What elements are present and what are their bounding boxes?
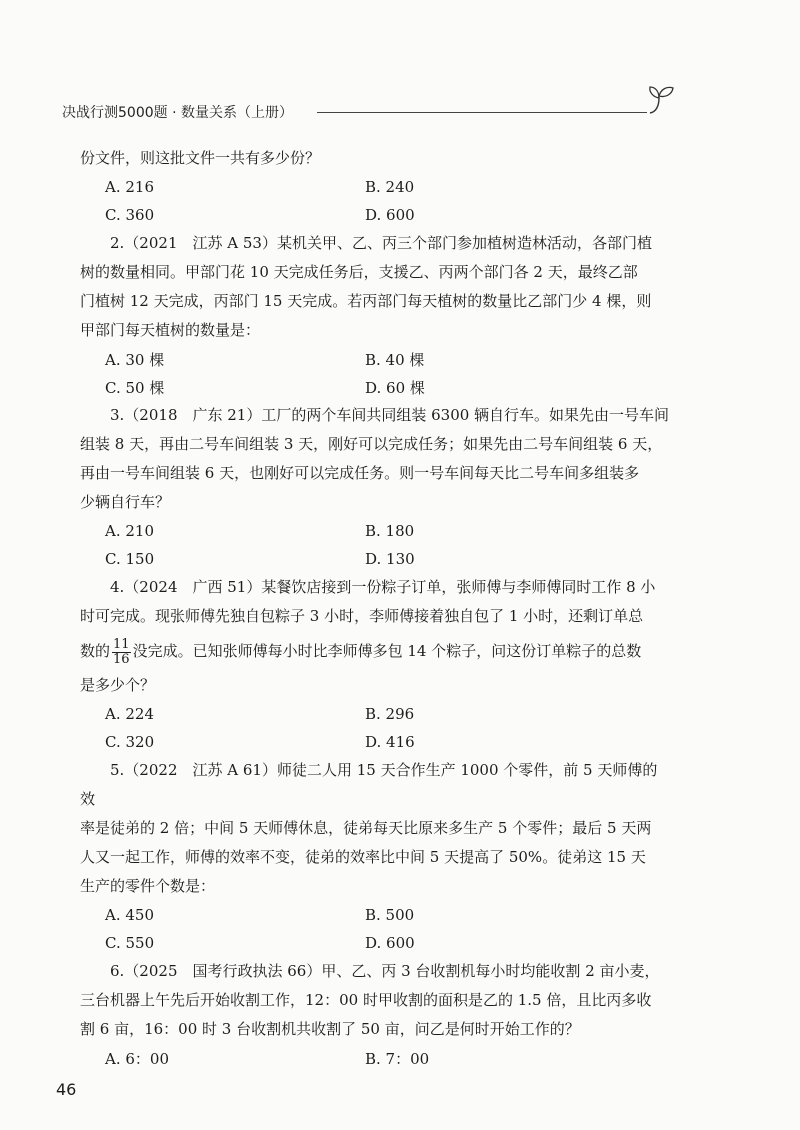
book-title: 决战行测5000题 · 数量关系（上册） (62, 105, 293, 121)
option-a: A. 450 (105, 906, 154, 924)
question-list (80, 144, 670, 1072)
continuation-text: 份文件，则这批文件一共有多少份？ (80, 149, 321, 167)
option-b: B. 180 (365, 522, 415, 540)
option-a: A. 30 棵 (105, 350, 165, 369)
question-6 (80, 957, 670, 1072)
option-d: D. 416 (365, 733, 415, 751)
sprout-icon (646, 84, 676, 116)
options-row (105, 700, 670, 728)
question-line: 再由一号车间组装 6 天，也刚好可以完成任务。则一号车间每天比二号车间多组装多 (80, 464, 640, 482)
option-a: A. 216 (105, 178, 154, 196)
options-row (105, 345, 670, 373)
option-c: C. 550 (105, 934, 155, 952)
header-rule (317, 112, 647, 113)
question-line: 树的数量相同。甲部门花 10 天完成任务后，支援乙、丙两个部门各 2 天，最终乙部 (80, 263, 638, 281)
option-d: D. 600 (365, 206, 415, 224)
options-row (105, 173, 670, 201)
option-d: D. 60 棵 (365, 378, 425, 397)
question-line: 3.（2018 广东 21）工厂的两个车间共同组装 6300 辆自行车。如果先由一号车间 (110, 406, 670, 424)
question-line: 是多少个？ (80, 676, 156, 694)
options-row (105, 929, 670, 957)
question-line: 6.（2025 国考行政执法 66）甲、乙、丙 3 台收割机每小时均能收割 2 亩小麦， (110, 962, 660, 980)
option-d: D. 600 (365, 934, 415, 952)
option-a: A. 210 (105, 522, 154, 540)
fraction (112, 638, 131, 667)
running-header (62, 100, 702, 124)
question-line: 甲部门每天植树的数量是： (80, 321, 261, 339)
option-c: C. 50 棵 (105, 378, 165, 397)
question-3 (80, 401, 670, 573)
fraction-numerator: 11 (113, 636, 130, 652)
options-row (105, 901, 670, 929)
page-number: 46 (56, 1080, 77, 1099)
question-4 (80, 573, 670, 756)
options-row (105, 545, 670, 573)
question-line: 生产的零件个数是： (80, 877, 216, 895)
option-c: C. 150 (105, 550, 155, 568)
option-b: B. 7：00 (365, 1049, 430, 1068)
options-row (105, 517, 670, 545)
fraction-denominator: 16 (113, 651, 130, 667)
question-5 (80, 756, 670, 957)
question-line: 割 6 亩，16：00 时 3 台收割机共收割了 50 亩，问乙是何时开始工作的？ (80, 1020, 580, 1038)
option-a: A. 224 (105, 705, 154, 723)
option-c: C. 320 (105, 733, 155, 751)
question-line: 门植树 12 天完成，丙部门 15 天完成。若丙部门每天植树的数量比乙部门少 4 棵，则 (80, 292, 652, 310)
options-row (105, 1044, 670, 1072)
question-line: 率是徒弟的 2 倍；中间 5 天师傅休息，徒弟每天比原来多生产 5 个零件；最后 5 天两 (80, 819, 652, 837)
options-row (105, 373, 670, 401)
fraction-suffix: 没完成。已知张师傅每小时比李师傅多包 14 个粽子，问这份订单粽子的总数 (132, 642, 642, 660)
question-line: 三台机器上午先后开始收割工作，12：00 时甲收割的面积是乙的 1.5 倍，且比丙多收 (80, 991, 652, 1009)
question-line: 5.（2022 江苏 A 61）师徒二人用 15 天合作生产 1000 个零件，前 5 天师傅的效 (80, 761, 658, 808)
option-b: B. 40 棵 (365, 350, 425, 369)
options-row (105, 728, 670, 756)
question-line: 组装 8 天，再由二号车间组装 3 天，刚好可以完成任务；如果先由二号车间组装 6 天， (80, 435, 663, 453)
option-a: A. 6：00 (105, 1049, 169, 1068)
question-line: 4.（2024 广西 51）某餐饮店接到一份粽子订单，张师傅与李师傅同时工作 8 小 (110, 578, 656, 596)
question-line: 时可完成。现张师傅先独自包粽子 3 小时，李师傅接着独自包了 1 小时，还剩订单总 (80, 607, 644, 625)
question-line: 少辆自行车？ (80, 493, 171, 511)
option-c: C. 360 (105, 206, 155, 224)
fraction-prefix: 数的 (80, 642, 111, 660)
options-row (105, 201, 670, 229)
question-line (80, 631, 670, 671)
option-b: B. 296 (365, 705, 415, 723)
question-2 (80, 229, 670, 401)
option-b: B. 500 (365, 906, 415, 924)
option-d: D. 130 (365, 550, 415, 568)
question-line: 2.（2021 江苏 A 53）某机关甲、乙、丙三个部门参加植树造林活动，各部门植 (110, 234, 652, 252)
question-line: 人又一起工作，师傅的效率不变，徒弟的效率比中间 5 天提高了 50%。徒弟这 15 天 (80, 848, 646, 866)
option-b: B. 240 (365, 178, 415, 196)
